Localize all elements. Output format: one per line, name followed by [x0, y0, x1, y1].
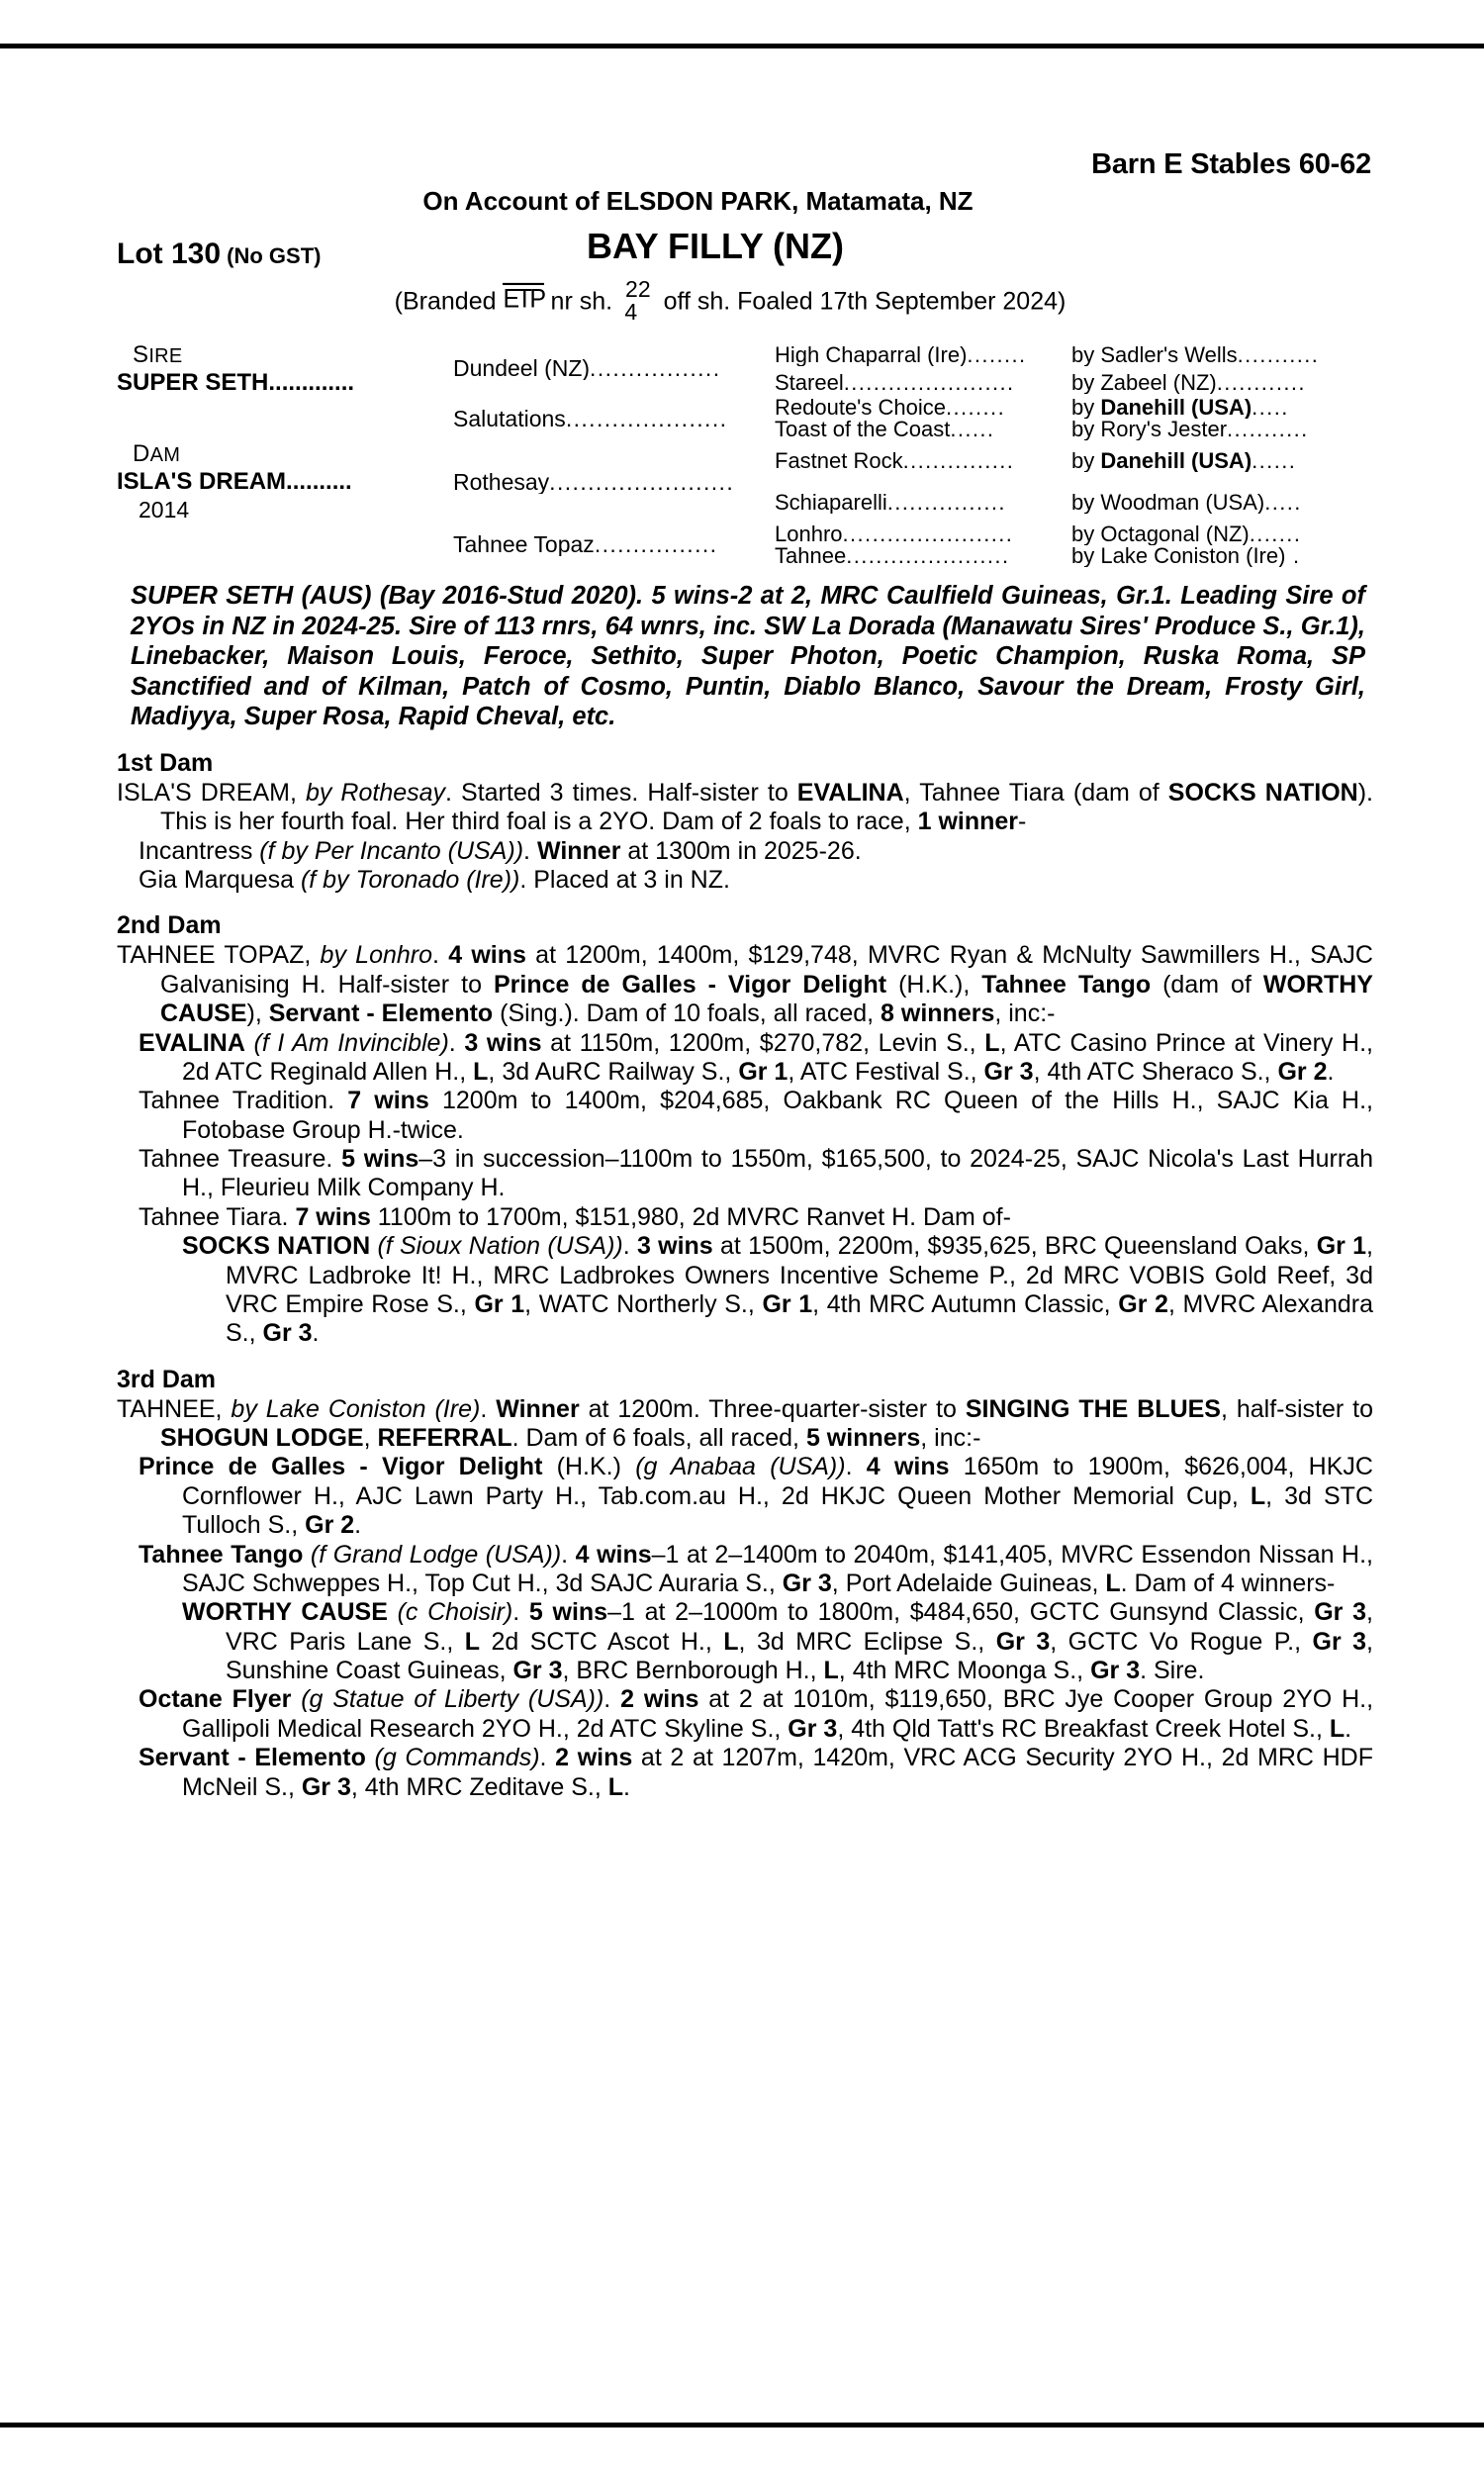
gen3-cell-5: Fastnet Rock...............	[775, 450, 1015, 473]
gen4-cell-2: by Zabeel (NZ)............	[1071, 372, 1306, 394]
pedigree-entry: Octane Flyer (g Statue of Liberty (USA)). 2 wins at 2 at 1010m, $119,650, BRC Jye Cooper Group 2YO H., Gallipoli Medical Research 2YO H., 2d ATC Skyline S., Gr 3, 4th Qld Tatt's RC Breakfast Creek Hotel S., L.	[139, 1685, 1374, 1743]
pedigree-entry: TAHNEE, by Lake Coniston (Ire). Winner at 1200m. Three-quarter-sister to SINGING THE BLUES, half-sister to SHOGUN LODGE, REFERRAL. Dam of 6 foals, all raced, 5 winners, inc:-	[117, 1394, 1373, 1452]
sire-spacer-cell	[117, 397, 453, 440]
gen4-name: Octagonal (NZ)	[1100, 523, 1250, 545]
no-gst-note: (No GST)	[227, 242, 322, 268]
gen4-by: by	[1071, 372, 1101, 394]
lot-title-row	[117, 225, 1373, 271]
gen4-cell-7: by Octagonal (NZ).......	[1071, 523, 1302, 545]
gen3-name: High Chaparral (Ire)	[775, 343, 968, 366]
barn-stables-label: Barn E Stables 60-62	[1091, 148, 1371, 180]
page-bottom-rule	[0, 2423, 1484, 2427]
dam-name: ISLA'S DREAM..........	[117, 468, 352, 496]
dam-sections	[117, 749, 1373, 1802]
gen3-cell-8: Tahnee......................	[775, 544, 1010, 567]
gen3-name: Schiaparelli	[775, 491, 887, 514]
table-row	[117, 397, 1373, 419]
gen3-name: Tahnee	[775, 544, 847, 567]
gen4-name: Danehill (USA)	[1100, 450, 1252, 473]
gen3-name: Fastnet Rock	[775, 450, 903, 473]
table-row	[117, 341, 1373, 369]
gen3-cell-6: Schiaparelli................	[775, 491, 1006, 514]
gen3-cell-4: Toast of the Coast......	[775, 419, 995, 441]
sire-label: SIRE	[133, 340, 183, 368]
gen4-by: by	[1071, 523, 1101, 545]
gen4-cell-4: by Rory's Jester...........	[1071, 419, 1309, 441]
sire-summary-paragraph: SUPER SETH (AUS) (Bay 2016-Stud 2020). 5 wins-2 at 2, MRC Caulfield Guineas, Gr.1. Leading Sire of 2YOs in NZ in 2024-25. Sire of 113 rnrs, 64 wnrs, inc. SW La Dorada (Manawatu Sires' Produce S., Gr.1), Linebacker, Maison Louis, Feroce, Sethito, Super Photon, Poetic Champion, Ruska Roma, SP Sanctified and of Kilman, Patch of Cosmo, Puntin, Diablo Blanco, Savour the Dream, Frosty Girl, Madiyya, Super Rosa, Rapid Cheval, etc.	[131, 581, 1365, 731]
pedigree-entry: Tahnee Tiara. 7 wins 1100m to 1700m, $151,980, 2d MVRC Ranvet H. Dam of-	[139, 1202, 1011, 1231]
gen4-cell-3: by Danehill (USA).....	[1071, 397, 1289, 420]
dam-spacer-cell	[117, 523, 453, 567]
gen4-name: Danehill (USA)	[1100, 397, 1252, 420]
gen3-cell-1: High Chaparral (Ire)........	[775, 343, 1027, 366]
gen4-by: by	[1071, 343, 1101, 366]
gen3-cell-2: Stareel.......................	[775, 372, 1015, 394]
gen2-name: Dundeel (NZ)	[453, 357, 591, 381]
pedigree-entry: SOCKS NATION (f Sioux Nation (USA)). 3 wins at 1500m, 2200m, $935,625, BRC Queensland Oaks, Gr 1, MVRC Ladbroke It! H., MRC Ladbrokes Owners Incentive Scheme P., 2d MRC VOBIS Gold Reef, 3d VRC Empire Rose S., Gr 1, WATC Northerly S., Gr 1, 4th MRC Autumn Classic, Gr 2, MVRC Alexandra S., Gr 3.	[182, 1232, 1373, 1348]
gen4-cell-6: by Woodman (USA).....	[1071, 491, 1302, 514]
lot-number-label	[117, 238, 321, 271]
gen2-cell-2: Salutations.....................	[453, 407, 728, 430]
branded-near-side: nr sh.	[550, 287, 613, 316]
gen2-name: Rothesay	[453, 470, 550, 494]
brand-number-fraction	[624, 275, 651, 325]
gen4-cell-5: by Danehill (USA)......	[1071, 450, 1297, 473]
gen4-name: Woodman (USA)	[1100, 491, 1265, 514]
branded-prefix: (Branded	[394, 287, 497, 316]
dam-section-heading: 1st Dam	[117, 748, 214, 777]
sire-name: SUPER SETH.............	[117, 368, 355, 396]
gen4-by: by	[1071, 491, 1101, 514]
gen4-by: by	[1071, 544, 1101, 567]
gen4-cell-1: by Sadler's Wells...........	[1071, 343, 1320, 366]
pedigree-entry: Incantress (f by Per Incanto (USA)). Winner at 1300m in 2025-26.	[139, 836, 862, 865]
dam-label: DAM	[133, 440, 181, 468]
gen4-by: by	[1071, 450, 1101, 473]
gen2-cell-4: Tahnee Topaz................	[453, 533, 718, 557]
gen4-by: by	[1071, 419, 1101, 441]
dam-section-heading: 3rd Dam	[117, 1365, 217, 1393]
pedigree-entry: Prince de Galles - Vigor Delight (H.K.) (g Anabaa (USA)). 4 wins 1650m to 1900m, $626,004, HKJC Cornflower H., AJC Lawn Party H., Tab.com.au H., 2d HKJC Queen Mother Memorial Cup, L, 3d STC Tulloch S., Gr 2.	[139, 1453, 1373, 1540]
pedigree-table	[117, 341, 1373, 567]
gen2-cell-3: Rothesay........................	[453, 470, 735, 494]
dam-section-heading: 2nd Dam	[117, 911, 222, 940]
branding-line	[117, 275, 1373, 326]
gen4-name: Rory's Jester	[1100, 419, 1228, 441]
gen4-name: Sadler's Wells	[1100, 343, 1238, 366]
gen3-name: Redoute's Choice	[775, 397, 946, 420]
gen3-cell-3: Redoute's Choice........	[775, 397, 1006, 420]
gen2-name: Salutations	[453, 407, 566, 430]
pedigree-entry: Tahnee Treasure. 5 wins–3 in succession–1100m to 1550m, $165,500, to 2024-25, SAJC Nicola's Last Hurrah H., Fleurieu Milk Company H.	[139, 1145, 1373, 1202]
gen3-cell-7: Lonhro.......................	[775, 523, 1014, 545]
pedigree-entry: Gia Marquesa (f by Toronado (Ire)). Placed at 3 in NZ.	[139, 866, 730, 894]
pedigree-entry: ISLA'S DREAM, by Rothesay. Started 3 times. Half-sister to EVALINA, Tahnee Tiara (dam of SOCKS NATION). This is her fourth foal. Her third foal is a 2YO. Dam of 2 foals to race, 1 winner-	[117, 778, 1373, 836]
lot-number: Lot 130	[117, 237, 222, 270]
page-top-rule	[0, 44, 1484, 48]
branded-suffix: off sh. Foaled 17th September 2024)	[663, 287, 1067, 316]
gen4-name: Zabeel (NZ)	[1100, 372, 1217, 394]
gen2-name: Tahnee Topaz	[453, 533, 595, 557]
sire-cell	[117, 341, 453, 398]
pedigree-entry: EVALINA (f I Am Invincible). 3 wins at 1150m, 1200m, $270,782, Levin S., L, ATC Casino Prince at Vinery H., 2d ATC Reginald Allen H., L, 3d AuRC Railway S., Gr 1, ATC Festival S., Gr 3, 4th ATC Sheraco S., Gr 2.	[139, 1028, 1373, 1086]
gen4-name: Lake Coniston (Ire)	[1100, 544, 1286, 567]
pedigree-entry: Servant - Elemento (g Commands). 2 wins at 2 at 1207m, 1420m, VRC ACG Security 2YO H., 2d MRC HDF McNeil S., Gr 3, 4th MRC Zeditave S., L.	[139, 1744, 1374, 1801]
gen4-cell-8: by Lake Coniston (Ire) .	[1071, 544, 1301, 567]
page-content	[117, 148, 1373, 1802]
gen3-name: Toast of the Coast	[775, 419, 951, 441]
table-row	[117, 440, 1373, 482]
brand-mark-icon: ETP	[503, 284, 544, 315]
pedigree-entry: Tahnee Tango (f Grand Lodge (USA)). 4 wins–1 at 2–1400m to 2040m, $141,405, MVRC Essendon Nissan H., SAJC Schweppes H., Top Cut H., 3d SAJC Auraria S., Gr 3, Port Adelaide Guineas, L. Dam of 4 winners-	[139, 1540, 1373, 1597]
pedigree-entry: WORTHY CAUSE (c Choisir). 5 wins–1 at 2–1000m to 1800m, $484,650, GCTC Gunsynd Classic, Gr 3, VRC Paris Lane S., L 2d SCTC Ascot H., L, 3d MRC Eclipse S., Gr 3, GCTC Vo Rogue P., Gr 3, Sunshine Coast Guineas, Gr 3, BRC Bernborough H., L, 4th MRC Moonga S., Gr 3. Sire.	[182, 1598, 1373, 1684]
gen2-cell-1: Dundeel (NZ).................	[453, 357, 721, 381]
gen4-by: by	[1071, 397, 1101, 420]
table-row	[117, 523, 1373, 545]
brand-numerator: 22	[625, 275, 651, 302]
pedigree-entry: Tahnee Tradition. 7 wins 1200m to 1400m, $204,685, Oakbank RC Queen of the Hills H., SAJC Kia H., Fotobase Group H.-twice.	[139, 1087, 1373, 1144]
vendor-account-line: On Account of ELSDON PARK, Matamata, NZ	[422, 186, 974, 217]
gen3-name: Lonhro	[775, 523, 843, 545]
page-title: BAY FILLY (NZ)	[586, 225, 845, 266]
dam-cell	[117, 440, 453, 523]
dam-foaling-year: 2014	[139, 496, 190, 523]
pedigree-entry: TAHNEE TOPAZ, by Lonhro. 4 wins at 1200m, 1400m, $129,748, MVRC Ryan & McNulty Sawmillers H., SAJC Galvanising H. Half-sister to Prince de Galles - Vigor Delight (H.K.), Tahnee Tango (dam of WORTHY CAUSE), Servant - Elemento (Sing.). Dam of 10 foals, all raced, 8 winners, inc:-	[117, 941, 1373, 1028]
brand-denominator: 4	[624, 298, 638, 325]
gen3-name: Stareel	[775, 372, 844, 394]
